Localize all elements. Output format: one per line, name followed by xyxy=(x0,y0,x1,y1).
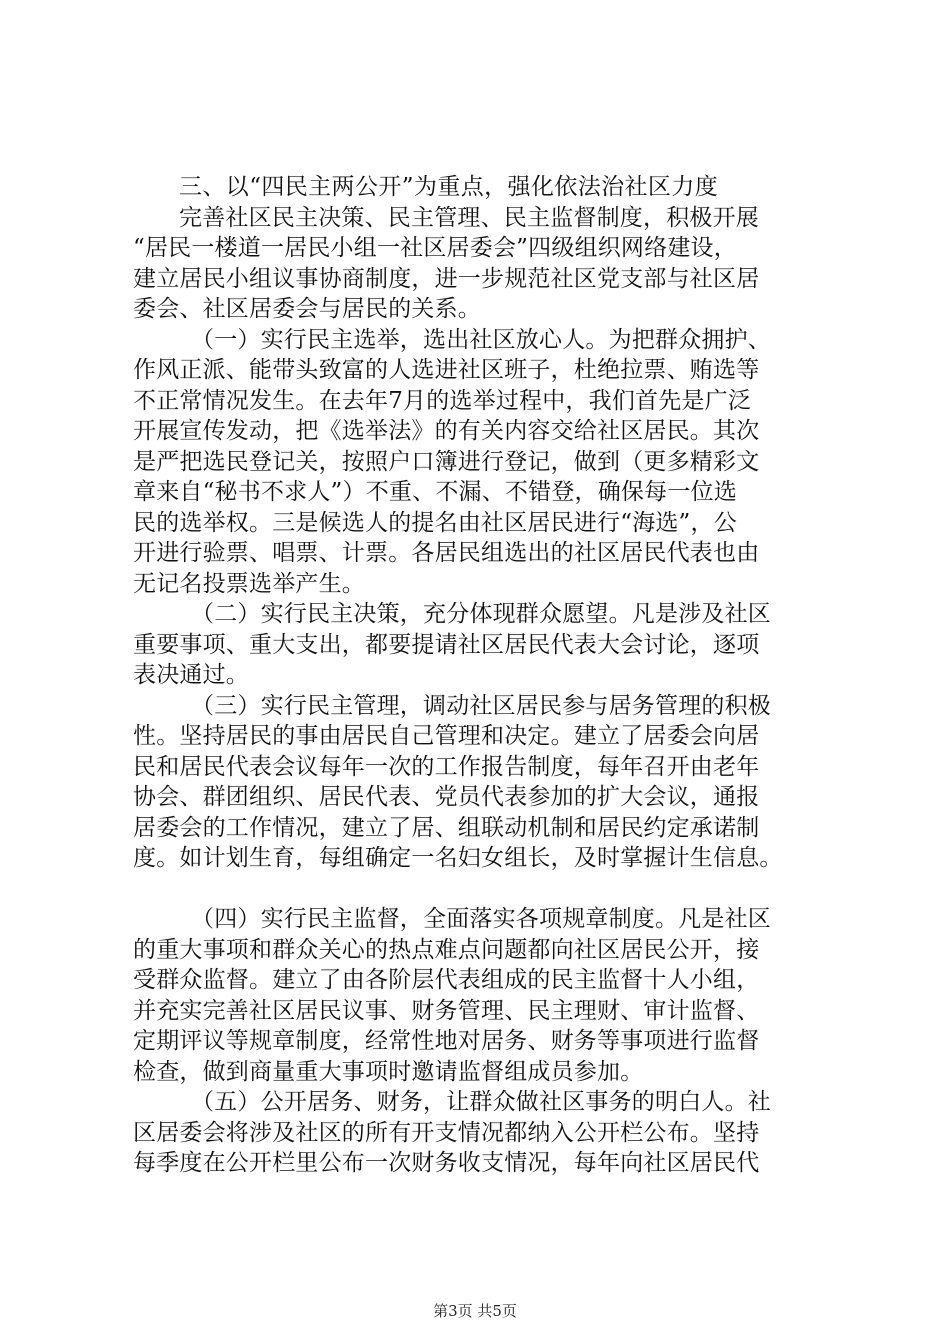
paragraph-line: 开展宣传发动，把《选举法》的有关内容交给社区居民。其次 xyxy=(133,418,760,444)
paragraph-line: （四）实行民主监督，全面落实各项规章制度。凡是社区 xyxy=(191,906,771,932)
paragraph-line: 民的选举权。三是候选人的提名由社区居民进行“海选”，公 xyxy=(133,509,737,536)
paragraph-line: 居委会的工作情况，建立了居、组联动机制和居民约定承诺制 xyxy=(133,814,760,841)
paragraph-line: 委会、社区居委会与居民的关系。 xyxy=(133,296,481,322)
paragraph-line: 重要事项、重大支出，都要提请社区居民代表大会讨论，逐项 xyxy=(133,631,760,658)
page-number-footer: 第3页 共5页 xyxy=(433,1302,517,1320)
section-heading: 三、以“四民主两公开”为重点，强化依法治社区力度 xyxy=(179,174,719,200)
paragraph-line: （一）实行民主选举，选出社区放心人。为把群众拥护、 xyxy=(191,326,771,353)
paragraph-line: 建立居民小组议事协商制度，进一步规范社区党支部与社区居 xyxy=(133,265,760,292)
paragraph-line: 是严把选民登记关，按照户口簿进行登记，做到（更多精彩文 xyxy=(133,448,760,475)
paragraph-line: 章来自“秘书不求人”）不重、不漏、不错登，确保每一位选 xyxy=(133,479,737,505)
paragraph-line: （二）实行民主决策，充分体现群众愿望。凡是涉及社区 xyxy=(191,601,771,627)
paragraph-line: 度。如计划生育，每组确定一名妇女组长，及时掌握计生信息。 xyxy=(133,845,783,871)
paragraph-line: 完善社区民主决策、民主管理、民主监督制度，积极开展 xyxy=(179,204,759,231)
paragraph-line: （三）实行民主管理，调动社区居民参与居务管理的积极 xyxy=(191,692,771,719)
paragraph-line: 受群众监督。建立了由各阶层代表组成的民主监督十人小组， xyxy=(133,967,760,993)
paragraph-line: 协会、群团组织、居民代表、党员代表参加的扩大会议，通报 xyxy=(133,784,760,810)
paragraph-line: 定期评议等规章制度，经常性地对居务、财务等事项进行监督 xyxy=(133,1028,760,1054)
paragraph-line: 区居委会将涉及社区的所有开支情况都纳入公开栏公布。坚持 xyxy=(133,1119,760,1146)
paragraph-gap xyxy=(133,874,833,905)
paragraph-line: 检查，做到商量重大事项时邀请监督组成员参加。 xyxy=(133,1058,644,1085)
paragraph-line: 民和居民代表会议每年一次的工作报告制度，每年召开由老年 xyxy=(133,753,760,780)
paragraph-line: 的重大事项和群众关心的热点难点问题都向社区居民公开，接 xyxy=(133,936,760,963)
paragraph-line: “居民一楼道一居民小组一社区居委会”四级组织网络建设， xyxy=(133,235,737,261)
paragraph-line: 不正常情况发生。在去年7月的选举过程中，我们首先是广泛 xyxy=(133,387,752,414)
paragraph-line: 表决通过。 xyxy=(133,662,249,688)
paragraph-line: 开进行验票、唱票、计票。各居民组选出的社区居民代表也由 xyxy=(133,540,760,566)
paragraph-line: 作风正派、能带头致富的人选进社区班子，杜绝拉票、贿选等 xyxy=(133,357,760,383)
paragraph-line: （五）公开居务、财务，让群众做社区事务的明白人。社 xyxy=(191,1089,771,1115)
paragraph-line: 每季度在公开栏里公布一次财务收支情况，每年向社区居民代 xyxy=(133,1150,760,1176)
paragraph-line: 无记名投票选举产生。 xyxy=(133,570,365,597)
document-body xyxy=(133,172,833,1179)
paragraph-line: 并充实完善社区居民议事、财务管理、民主理财、审计监督、 xyxy=(133,997,760,1024)
paragraph-line: 性。坚持居民的事由居民自己管理和决定。建立了居委会向居 xyxy=(133,723,760,749)
